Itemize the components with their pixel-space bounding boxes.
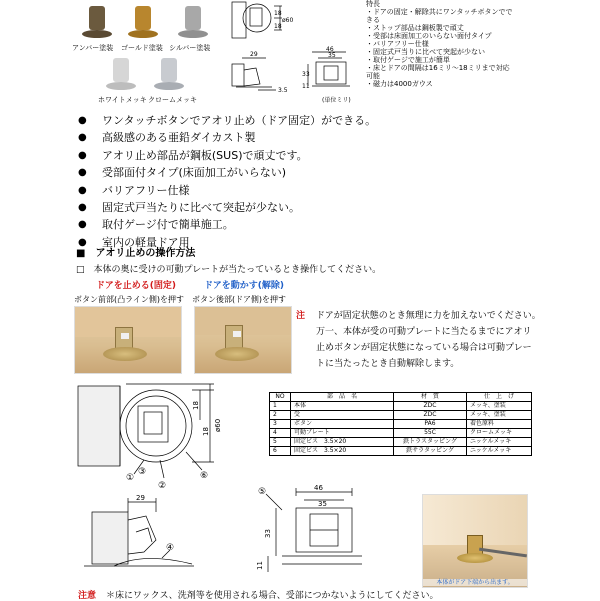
bullet-item: ● 室内の軽量ドア用 [78, 234, 376, 251]
side-view-drawing [74, 492, 214, 584]
caution-line: トに当たったとき自動解除します。 [316, 359, 460, 369]
side-dim-29: 29 [136, 494, 145, 502]
plan-dim-18b: 18 [202, 427, 210, 436]
stop-title: ドアを止める(固定) [96, 281, 176, 291]
cell: 5 [270, 438, 291, 447]
stop-caption: ボタン前部(凸ライン側)を押す [74, 295, 185, 304]
table-row [270, 447, 532, 456]
cell: 着色原料 [467, 420, 532, 429]
cell: 鉄トラスタッピング [394, 438, 467, 447]
col-finish: 仕 上 げ [467, 393, 532, 402]
table-row [270, 411, 532, 420]
cell: 固定ビス 3.5×20 [291, 438, 394, 447]
feature-line: ・磁力は4000ガウス [366, 80, 433, 88]
caution-line: 止めボタンが固定状態になっている場合は可動プレー [316, 343, 532, 353]
cell: 受 [291, 411, 394, 420]
photo-stop-door [74, 306, 182, 374]
col-material: 材 質 [394, 393, 467, 402]
cell: ニッケルメッキ [467, 438, 532, 447]
top-dim-29: 29 [250, 51, 258, 58]
bullet-item: ● 取付ゲージ付で簡単施工。 [78, 216, 376, 233]
top-unit: (単位ミリ) [322, 97, 351, 104]
caution-mark: 注 [296, 311, 306, 321]
bullet-item: ● 受部面付タイプ(床面加工がいらない) [78, 164, 376, 181]
plan-view-drawing [74, 380, 244, 490]
caution-line: ドアが固定状態のとき無理に力を加えないでください。 [316, 311, 541, 321]
swatch-label-amber: アンバー塗装 [72, 44, 114, 52]
cell: 可動プレート [291, 429, 394, 438]
plan-callout-3: ③ [138, 467, 147, 477]
cell: ZDC [394, 411, 467, 420]
operation-heading: ■ アオリ止めの操作方法 [76, 248, 196, 259]
cell: クロームメッキ [467, 429, 532, 438]
cell: ボタン [291, 420, 394, 429]
top-dim-11: 11 [302, 83, 310, 90]
swatch-silver [176, 4, 210, 38]
top-dim-46: 46 [326, 46, 334, 53]
plan-callout-2: ② [158, 481, 167, 490]
feature-line: ・ストップ部品は鋼板製で頑丈 [366, 24, 464, 32]
bottom-note-mark: 注意 [78, 591, 97, 601]
bullet-item: ● ワンタッチボタンでアオリ止め（ドア固定）ができる。 [78, 112, 376, 129]
operation-note: □ 本体の奥に受けの可動プレートが当たっているとき操作してください。 [76, 265, 382, 275]
cell: ZDC [394, 402, 467, 411]
front-dim-35: 35 [318, 500, 327, 508]
plan-callout-1: ① [126, 473, 135, 483]
top-dim-dia: ø60 [282, 17, 294, 24]
features-box [366, 0, 516, 88]
cell: ニッケルメッキ [467, 447, 532, 456]
feature-line: ・ドアの固定・解除共にワンタッチボタンでできる [366, 8, 513, 24]
cell: 2 [270, 411, 291, 420]
top-side-drawing [302, 46, 364, 104]
front-dim-33: 33 [264, 529, 272, 538]
feature-line: ・床とドアの間隔は16ミリ～18ミリまで対応可能 [366, 64, 510, 80]
bottom-note-text: ＊床にワックス、洗剤等を使用される場合、受部につかないようにしてください。 [106, 591, 439, 601]
swatch-label-chrome: クロームメッキ [148, 96, 197, 104]
table-row [270, 420, 532, 429]
side-callout-4: ④ [166, 543, 175, 553]
cell: 本体 [291, 402, 394, 411]
col-no: NO [270, 393, 291, 402]
feature-line: ・受部は床面加工のいらない面付タイプ [366, 32, 492, 40]
cell: 6 [270, 447, 291, 456]
top-dim-35: 3.5 [278, 87, 288, 94]
top-dim-33: 33 [302, 71, 310, 78]
swatch-amber [80, 4, 114, 38]
cell: 1 [270, 402, 291, 411]
features-title: 特長 [366, 0, 380, 8]
feature-line: ・固定式戸当りに比べて突起が少ない [366, 48, 485, 56]
feature-line: ・バリアフリー仕様 [366, 40, 429, 48]
bullet-item: ● アオリ止め部品が鋼板(SUS)で頑丈です。 [78, 147, 376, 164]
plan-dim-dia: ø60 [214, 418, 222, 432]
bullet-item: ● 固定式戸当たりに比べて突起が少ない。 [78, 199, 376, 216]
front-view-drawing [252, 480, 372, 580]
bullet-item: ● バリアフリー仕様 [78, 182, 376, 199]
caution-line: 万一、本体が受の可動プレートに当たるまでにアオリ [316, 327, 532, 337]
top-dim-18b: 18 [274, 23, 282, 30]
cell: 鉄サラタッピング [394, 447, 467, 456]
swatch-label-silver: シルバー塗装 [169, 44, 211, 52]
cell: 3 [270, 420, 291, 429]
front-callout-5: ⑤ [258, 487, 267, 497]
front-dim-11: 11 [256, 561, 264, 570]
caution-text [316, 308, 541, 372]
table-row [270, 438, 532, 447]
parts-table [269, 392, 532, 456]
swatch-label-gold: ゴールド塗装 [121, 44, 163, 52]
cell: 4 [270, 429, 291, 438]
cell: 55C [394, 429, 467, 438]
front-dim-46: 46 [314, 484, 323, 492]
col-name: 部 品 名 [291, 393, 394, 402]
swatch-gold [126, 4, 160, 38]
top-dim-w35: 35 [328, 52, 336, 59]
swatch-chrome [152, 56, 186, 90]
move-title: ドアを動かす(解除) [204, 281, 284, 291]
table-row [270, 402, 532, 411]
feature-bullets [78, 112, 376, 251]
feature-line: ・取付ゲージで施工が簡単 [366, 56, 450, 64]
photo-move-door [194, 306, 292, 374]
photo-caption: 本体がドア下端から出ます。 [423, 579, 527, 586]
plan-dim-18a: 18 [192, 401, 200, 410]
move-caption: ボタン後部(ドア側)を押す [192, 295, 287, 304]
photo-installed [422, 494, 528, 588]
cell: メッキ、塗装 [467, 411, 532, 420]
cell: PA6 [394, 420, 467, 429]
cell: メッキ、塗装 [467, 402, 532, 411]
bullet-item: ● 高級感のある亜鉛ダイカスト製 [78, 129, 376, 146]
swatch-label-white: ホワイトメッキ [98, 96, 147, 104]
swatch-white [104, 56, 138, 90]
cell: 固定ビス 3.5×20 [291, 447, 394, 456]
top-dim-18a: 18 [274, 10, 282, 17]
plan-callout-6: ⑥ [200, 471, 209, 481]
table-row [270, 429, 532, 438]
